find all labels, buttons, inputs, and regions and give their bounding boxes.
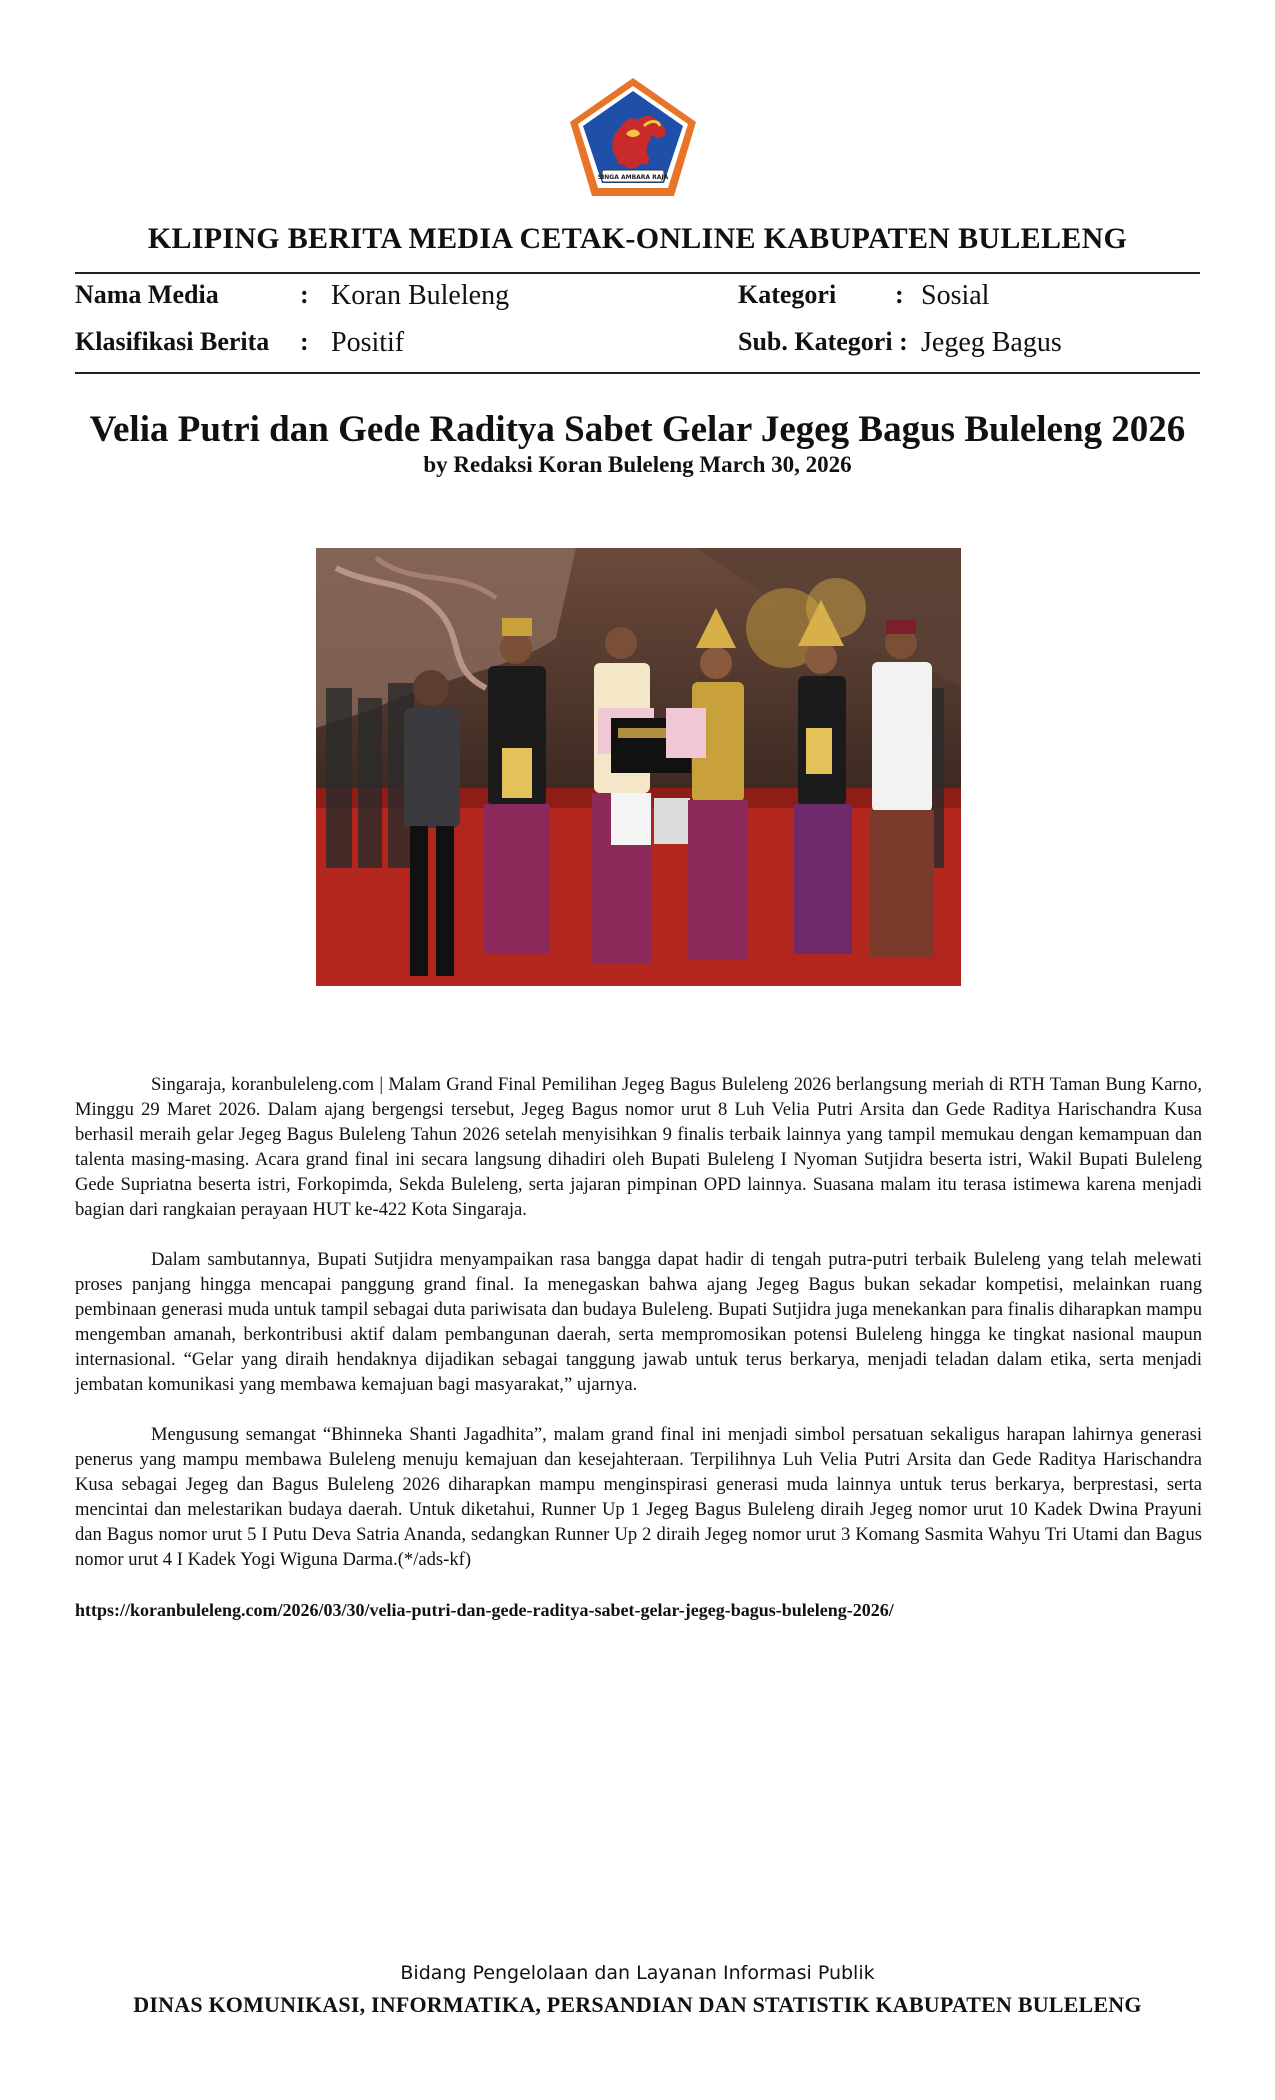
kategori-label: Kategori	[738, 280, 837, 309]
article-headline: Velia Putri dan Gede Raditya Sabet Gelar Jegeg Bagus Buleleng 2026	[89, 409, 1186, 450]
article-photo	[316, 548, 961, 986]
buleleng-emblem-icon	[566, 74, 700, 200]
kategori-value: Sosial	[921, 280, 990, 311]
klasifikasi-value: Positif	[331, 327, 405, 358]
footer-agency: DINAS KOMUNIKASI, INFORMATIKA, PERSANDIAN DAN STATISTIK KABUPATEN BULELENG	[133, 1992, 1142, 2017]
kliping-title: KLIPING BERITA MEDIA CETAK-ONLINE KABUPATEN BULELENG	[147, 222, 1128, 255]
article-paragraph-2: Dalam sambutannya, Bupati Sutjidra menyampaikan rasa bangga dapat hadir di tengah putra-putri terbaik Buleleng yang telah melewati proses panjang hingga mencapai panggung grand final. Ia menegaskan bahwa ajang Jegeg Bagus bukan sekadar kompetisi, melainkan ruang pembinaan generasi muda untuk tampil sebagai duta pariwisata dan budaya Buleleng. Bupati Sutjidra juga menekankan para finalis diharapkan mampu mengemban amanah, berkontribusi aktif dalam pembangunan daerah, serta mempromosikan potensi Buleleng hingga ke tingkat nasional maupun internasional. “Gelar yang diraih hendaknya dijadikan sebagai tanggung jawab untuk terus berkarya, menjadi teladan dalam etika, serta menjadi jembatan komunikasi yang membawa kemajuan bagi masyarakat,” ujarnya.	[75, 1249, 1202, 1395]
kategori-colon: :	[895, 280, 904, 309]
article-body	[75, 1072, 1202, 1597]
sub-kategori-value: Jegeg Bagus	[921, 327, 1062, 358]
source-url-link[interactable]: https://koranbuleleng.com/2026/03/30/velia-putri-dan-gede-raditya-sabet-gelar-jegeg-bagus-buleleng-2026/	[75, 1600, 894, 1620]
header-divider-bottom	[75, 372, 1200, 374]
nama-media-colon: :	[300, 280, 309, 309]
klasifikasi-colon: :	[300, 327, 309, 356]
sub-kategori-label: Sub. Kategori :	[738, 327, 908, 356]
nama-media-value: Koran Buleleng	[331, 280, 510, 311]
nama-media-label: Nama Media	[75, 280, 219, 309]
article-byline: by Redaksi Koran Buleleng March 30, 2026	[423, 452, 852, 477]
article-paragraph-3: Mengusung semangat “Bhinneka Shanti Jagadhita”, malam grand final ini menjadi simbol persatuan sekaligus harapan lahirnya generasi penerus yang mampu membawa Buleleng menuju kemajuan dan kesejahteraan. Terpilihnya Luh Velia Putri Arsita dan Gede Raditya Harischandra Kusa sebagai Jegeg dan Bagus Buleleng 2026 diharapkan mampu menginspirasi generasi muda lainnya untuk terus berkarya, berprestasi, serta mencintai dan melestarikan budaya daerah. Untuk diketahui, Runner Up 1 Jegeg Bagus Buleleng diraih Jegeg nomor urut 10 Kadek Dwina Prayuni dan Bagus nomor urut 5 I Putu Deva Satria Ananda, sedangkan Runner Up 2 diraih Jegeg nomor urut 3 Komang Sasmita Wahyu Tri Utami dan Bagus nomor urut 4 I Kadek Yogi Wiguna Darma.(*/ads-kf)	[75, 1424, 1202, 1570]
emblem-motto: SINGA AMBARA RAJA	[597, 174, 669, 181]
footer-division: Bidang Pengelolaan dan Layanan Informasi Publik	[400, 1962, 875, 1984]
header-divider-top	[75, 272, 1200, 274]
article-paragraph-1: Singaraja, koranbuleleng.com | Malam Grand Final Pemilihan Jegeg Bagus Buleleng 2026 berlangsung meriah di RTH Taman Bung Karno, Minggu 29 Maret 2026. Dalam ajang bergengsi tersebut, Jegeg Bagus nomor urut 8 Luh Velia Putri Arsita dan Gede Raditya Harischandra Kusa berhasil meraih gelar Jegeg Bagus Buleleng Tahun 2026 setelah menyisihkan 9 finalis terbaik lainnya yang tampil memukau dengan kemampuan dan talenta masing-masing. Acara grand final ini secara langsung dihadiri oleh Bupati Buleleng I Nyoman Sutjidra beserta istri, Wakil Bupati Buleleng Gede Supriatna beserta istri, Forkopimda, Sekda Buleleng, serta jajaran pimpinan OPD lainnya. Suasana malam itu terasa istimewa karena menjadi bagian dari rangkaian perayaan HUT ke-422 Kota Singaraja.	[75, 1074, 1202, 1220]
klasifikasi-label: Klasifikasi Berita	[75, 327, 270, 356]
